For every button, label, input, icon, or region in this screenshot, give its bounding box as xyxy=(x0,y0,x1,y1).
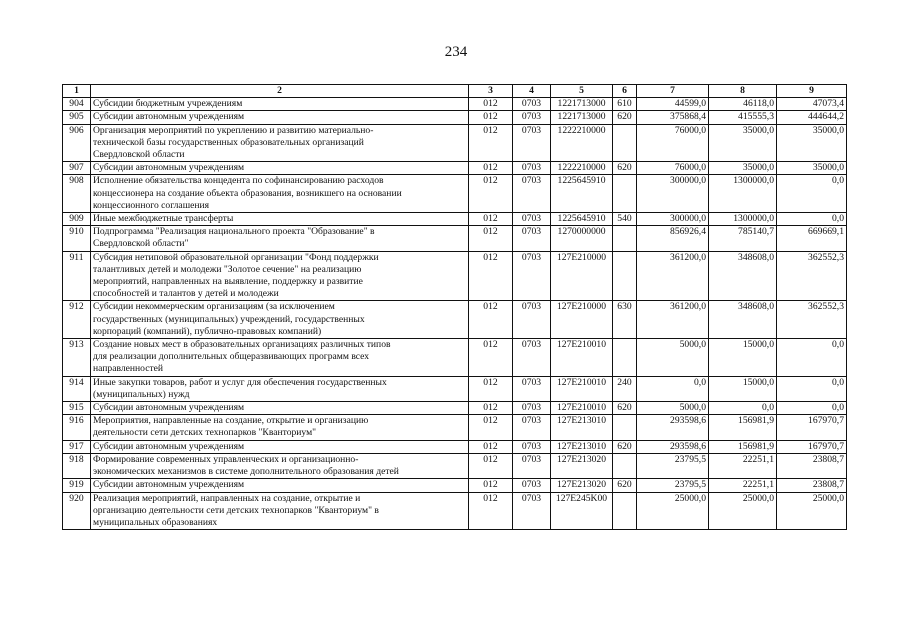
target-code: 127E213020 xyxy=(551,453,613,478)
amount-year-3: 444644,2 xyxy=(777,111,847,124)
target-code: 127E213020 xyxy=(551,479,613,492)
amount-year-2: 22251,1 xyxy=(709,479,777,492)
amount-year-2: 1300000,0 xyxy=(709,175,777,213)
row-description xyxy=(91,492,469,530)
ministry-code: 012 xyxy=(469,213,513,226)
amount-year-3: 167970,7 xyxy=(777,440,847,453)
amount-year-1: 300000,0 xyxy=(637,213,709,226)
section-code: 0703 xyxy=(513,479,551,492)
ministry-code: 012 xyxy=(469,492,513,530)
description-line: экономических механизмов в системе дополнительного образования детей xyxy=(93,466,399,478)
amount-year-3: 0,0 xyxy=(777,175,847,213)
table-row xyxy=(63,175,847,213)
amount-year-3: 0,0 xyxy=(777,213,847,226)
section-code: 0703 xyxy=(513,453,551,478)
description-line: Исполнение обязательства концедента по софинансированию расходов xyxy=(93,175,384,187)
ministry-code: 012 xyxy=(469,301,513,339)
description-line: Субсидии автономным учреждениям xyxy=(93,440,245,452)
expense-type-code xyxy=(613,124,637,162)
expense-type-code: 620 xyxy=(613,402,637,415)
row-description xyxy=(91,339,469,377)
table-row xyxy=(63,124,847,162)
description-line: концессионера на создание объекта образования, возникшего на основании xyxy=(93,187,402,199)
amount-year-1: 293598,6 xyxy=(637,440,709,453)
amount-year-2: 785140,7 xyxy=(709,226,777,251)
row-number: 915 xyxy=(63,402,91,415)
table-row xyxy=(63,440,847,453)
description-line: (муниципальных) нужд xyxy=(93,388,190,400)
expense-type-code: 540 xyxy=(613,213,637,226)
table-row xyxy=(63,226,847,251)
section-code: 0703 xyxy=(513,415,551,440)
amount-year-3: 362552,3 xyxy=(777,251,847,301)
amount-year-2: 0,0 xyxy=(709,402,777,415)
row-description xyxy=(91,301,469,339)
description-line: Подпрограмма "Реализация национального проекта "Образование" в xyxy=(93,226,375,238)
section-code: 0703 xyxy=(513,175,551,213)
description-line: Субсидии автономным учреждениям xyxy=(93,162,245,174)
ministry-code: 012 xyxy=(469,162,513,175)
amount-year-3: 167970,7 xyxy=(777,415,847,440)
section-code: 0703 xyxy=(513,301,551,339)
ministry-code: 012 xyxy=(469,402,513,415)
amount-year-2: 415555,3 xyxy=(709,111,777,124)
target-code: 1225645910 xyxy=(551,175,613,213)
row-number: 911 xyxy=(63,251,91,301)
section-code: 0703 xyxy=(513,162,551,175)
description-line: Субсидии автономным учреждениям xyxy=(93,402,245,414)
amount-year-1: 76000,0 xyxy=(637,162,709,175)
description-line: Иные межбюджетные трансферты xyxy=(93,213,234,225)
description-line: талантливых детей и молодежи "Золотое сечение" на реализацию xyxy=(93,263,362,275)
expense-type-code: 630 xyxy=(613,301,637,339)
ministry-code: 012 xyxy=(469,453,513,478)
table-row xyxy=(63,251,847,301)
ministry-code: 012 xyxy=(469,339,513,377)
table-row xyxy=(63,111,847,124)
table-row xyxy=(63,301,847,339)
section-code: 0703 xyxy=(513,492,551,530)
section-code: 0703 xyxy=(513,124,551,162)
expense-type-code: 620 xyxy=(613,440,637,453)
section-code: 0703 xyxy=(513,440,551,453)
table-row xyxy=(63,492,847,530)
column-header: 1 xyxy=(63,85,91,98)
column-header: 7 xyxy=(637,85,709,98)
table-row xyxy=(63,339,847,377)
page-number: 234 xyxy=(444,44,468,60)
ministry-code: 012 xyxy=(469,251,513,301)
amount-year-3: 23808,7 xyxy=(777,479,847,492)
section-code: 0703 xyxy=(513,98,551,111)
description-line: деятельности сети детских технопарков "Кванториум" xyxy=(93,427,317,439)
section-code: 0703 xyxy=(513,339,551,377)
table-body xyxy=(63,98,847,530)
description-line: организацию деятельности сети детских технопарков "Кванториум" в xyxy=(93,504,379,516)
amount-year-1: 0,0 xyxy=(637,376,709,401)
description-line: Субсидия нетиповой образовательной организации "Фонд поддержки xyxy=(93,251,379,263)
target-code: 1221713000 xyxy=(551,98,613,111)
description-line: Мероприятия, направленные на создание, открытие и организацию xyxy=(93,415,369,427)
section-code: 0703 xyxy=(513,376,551,401)
column-header: 8 xyxy=(709,85,777,98)
row-number: 919 xyxy=(63,479,91,492)
budget-table xyxy=(62,84,847,530)
row-description xyxy=(91,453,469,478)
amount-year-2: 15000,0 xyxy=(709,376,777,401)
description-line: Иные закупки товаров, работ и услуг для обеспечения государственных xyxy=(93,376,387,388)
amount-year-2: 15000,0 xyxy=(709,339,777,377)
amount-year-2: 156981,9 xyxy=(709,440,777,453)
row-number: 917 xyxy=(63,440,91,453)
description-line: концессионного соглашения xyxy=(93,199,210,211)
expense-type-code xyxy=(613,453,637,478)
amount-year-1: 5000,0 xyxy=(637,339,709,377)
table-row xyxy=(63,402,847,415)
target-code: 127E245K00 xyxy=(551,492,613,530)
amount-year-2: 348608,0 xyxy=(709,301,777,339)
row-description xyxy=(91,124,469,162)
amount-year-1: 23795,5 xyxy=(637,479,709,492)
row-number: 920 xyxy=(63,492,91,530)
target-code: 127E213010 xyxy=(551,415,613,440)
description-line: Создание новых мест в образовательных организациях различных типов xyxy=(93,339,391,351)
row-description xyxy=(91,162,469,175)
amount-year-2: 22251,1 xyxy=(709,453,777,478)
amount-year-1: 293598,6 xyxy=(637,415,709,440)
amount-year-2: 35000,0 xyxy=(709,162,777,175)
amount-year-3: 25000,0 xyxy=(777,492,847,530)
column-header: 9 xyxy=(777,85,847,98)
amount-year-1: 44599,0 xyxy=(637,98,709,111)
description-line: технической базы государственных образовательных организаций xyxy=(93,136,364,148)
description-line: Субсидии автономным учреждениям xyxy=(93,479,245,491)
row-description xyxy=(91,175,469,213)
target-code: 127E210000 xyxy=(551,301,613,339)
ministry-code: 012 xyxy=(469,175,513,213)
ministry-code: 012 xyxy=(469,111,513,124)
section-code: 0703 xyxy=(513,402,551,415)
table-row xyxy=(63,162,847,175)
row-number: 913 xyxy=(63,339,91,377)
amount-year-3: 47073,4 xyxy=(777,98,847,111)
expense-type-code: 620 xyxy=(613,162,637,175)
column-header: 3 xyxy=(469,85,513,98)
table-row xyxy=(63,479,847,492)
section-code: 0703 xyxy=(513,213,551,226)
ministry-code: 012 xyxy=(469,479,513,492)
target-code: 127E210010 xyxy=(551,402,613,415)
description-line: мероприятий, направленных на выявление, поддержку и развитие xyxy=(93,276,363,288)
amount-year-3: 35000,0 xyxy=(777,162,847,175)
table-row xyxy=(63,415,847,440)
ministry-code: 012 xyxy=(469,226,513,251)
row-number: 909 xyxy=(63,213,91,226)
description-line: муниципальных образованиях xyxy=(93,516,218,528)
amount-year-3: 362552,3 xyxy=(777,301,847,339)
description-line: Свердловской области xyxy=(93,149,185,161)
amount-year-2: 25000,0 xyxy=(709,492,777,530)
column-header: 4 xyxy=(513,85,551,98)
description-line: Организация мероприятий по укреплению и развитию материально- xyxy=(93,124,374,136)
row-description xyxy=(91,376,469,401)
expense-type-code: 240 xyxy=(613,376,637,401)
amount-year-1: 375868,4 xyxy=(637,111,709,124)
amount-year-1: 5000,0 xyxy=(637,402,709,415)
target-code: 1225645910 xyxy=(551,213,613,226)
row-number: 904 xyxy=(63,98,91,111)
section-code: 0703 xyxy=(513,226,551,251)
table-row xyxy=(63,376,847,401)
description-line: Реализация мероприятий, направленных на создание, открытие и xyxy=(93,492,361,504)
target-code: 127E210010 xyxy=(551,339,613,377)
table-row xyxy=(63,213,847,226)
row-number: 907 xyxy=(63,162,91,175)
amount-year-3: 23808,7 xyxy=(777,453,847,478)
target-code: 127E210000 xyxy=(551,251,613,301)
table-row xyxy=(63,98,847,111)
ministry-code: 012 xyxy=(469,376,513,401)
target-code: 1221713000 xyxy=(551,111,613,124)
row-description xyxy=(91,251,469,301)
row-number: 918 xyxy=(63,453,91,478)
row-description xyxy=(91,98,469,111)
description-line: Формирование современных управленческих и организационно- xyxy=(93,453,359,465)
amount-year-3: 35000,0 xyxy=(777,124,847,162)
ministry-code: 012 xyxy=(469,124,513,162)
description-line: Свердловской области" xyxy=(93,238,189,250)
expense-type-code xyxy=(613,226,637,251)
column-header: 2 xyxy=(91,85,469,98)
amount-year-2: 1300000,0 xyxy=(709,213,777,226)
row-number: 916 xyxy=(63,415,91,440)
amount-year-1: 76000,0 xyxy=(637,124,709,162)
description-line: Субсидии автономным учреждениям xyxy=(93,111,245,123)
amount-year-3: 0,0 xyxy=(777,402,847,415)
description-line: направленностей xyxy=(93,363,164,375)
description-line: Субсидии некоммерческим организациям (за исключением xyxy=(93,301,335,313)
amount-year-1: 23795,5 xyxy=(637,453,709,478)
target-code: 127E213010 xyxy=(551,440,613,453)
amount-year-3: 669669,1 xyxy=(777,226,847,251)
column-header: 6 xyxy=(613,85,637,98)
target-code: 127E210010 xyxy=(551,376,613,401)
description-line: Субсидии бюджетным учреждениям xyxy=(93,98,243,110)
amount-year-1: 856926,4 xyxy=(637,226,709,251)
section-code: 0703 xyxy=(513,111,551,124)
description-line: государственных (муниципальных) учреждений, государственных xyxy=(93,313,365,325)
row-description xyxy=(91,415,469,440)
ministry-code: 012 xyxy=(469,98,513,111)
description-line: для реализации дополнительных общеразвивающих программ всех xyxy=(93,351,370,363)
amount-year-1: 361200,0 xyxy=(637,251,709,301)
target-code: 1270000000 xyxy=(551,226,613,251)
expense-type-code: 620 xyxy=(613,111,637,124)
amount-year-2: 348608,0 xyxy=(709,251,777,301)
ministry-code: 012 xyxy=(469,440,513,453)
row-description xyxy=(91,402,469,415)
amount-year-2: 46118,0 xyxy=(709,98,777,111)
row-number: 908 xyxy=(63,175,91,213)
expense-type-code: 610 xyxy=(613,98,637,111)
row-number: 912 xyxy=(63,301,91,339)
row-description xyxy=(91,226,469,251)
row-number: 906 xyxy=(63,124,91,162)
amount-year-3: 0,0 xyxy=(777,339,847,377)
target-code: 1222210000 xyxy=(551,162,613,175)
ministry-code: 012 xyxy=(469,415,513,440)
amount-year-1: 361200,0 xyxy=(637,301,709,339)
expense-type-code xyxy=(613,339,637,377)
section-code: 0703 xyxy=(513,251,551,301)
expense-type-code xyxy=(613,415,637,440)
column-header: 5 xyxy=(551,85,613,98)
description-line: корпораций (компаний), публично-правовых компаний) xyxy=(93,325,322,337)
expense-type-code xyxy=(613,175,637,213)
row-description xyxy=(91,440,469,453)
row-number: 910 xyxy=(63,226,91,251)
amount-year-2: 35000,0 xyxy=(709,124,777,162)
expense-type-code: 620 xyxy=(613,479,637,492)
amount-year-2: 156981,9 xyxy=(709,415,777,440)
row-number: 914 xyxy=(63,376,91,401)
amount-year-3: 0,0 xyxy=(777,376,847,401)
amount-year-1: 25000,0 xyxy=(637,492,709,530)
expense-type-code xyxy=(613,251,637,301)
expense-type-code xyxy=(613,492,637,530)
target-code: 1222210000 xyxy=(551,124,613,162)
table-row xyxy=(63,453,847,478)
row-number: 905 xyxy=(63,111,91,124)
row-description xyxy=(91,213,469,226)
row-description xyxy=(91,111,469,124)
description-line: способностей и талантов у детей и молодежи xyxy=(93,288,279,300)
amount-year-1: 300000,0 xyxy=(637,175,709,213)
row-description xyxy=(91,479,469,492)
header-row xyxy=(63,85,847,98)
